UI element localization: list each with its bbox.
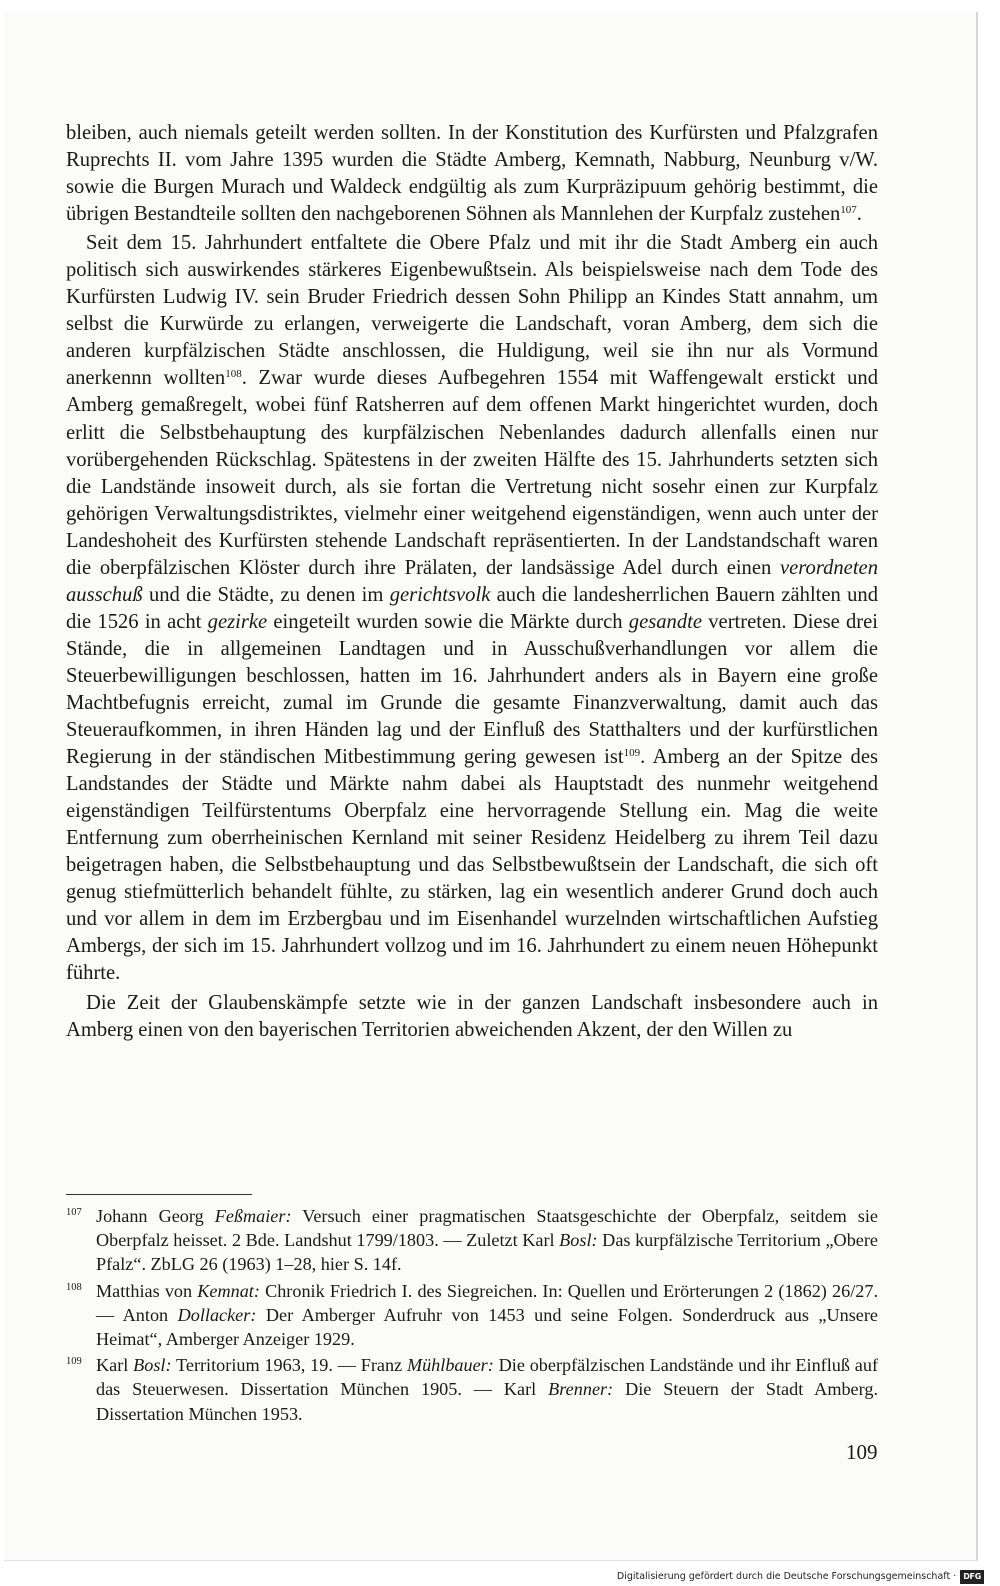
text-run: . [856,203,862,226]
text-run: und die Städte, zu denen im [142,583,390,606]
text-run: Die oberpfälzischen Landstände und ihr Einfluß auf das Steuerwesen. Dissertation München 1905. — Karl [96,1355,879,1400]
text-run: Johann Georg [96,1206,215,1226]
text-run: Matthias von [96,1280,198,1301]
text-run: bleiben, auch niemals geteilt werden sollten. In der Konstitution des Kurfürsten und Pfalzgrafen Ruprechts II. vom Jahre 1395 wurden die Städte Amberg, Kemnath, Nabburg, Neunburg v/W. sowie die Burgen Murach und Waldeck endgültig als zum Kurpräzipuum gehörig bestimmt, die übrigen Bestandteile sollten den nachgeborenen Söhnen als Mannlehen der Kurpfalz zustehen [66,122,878,226]
text-run: auch die landesherrlichen Bauern zählten und die 1526 in acht [66,583,878,633]
text-run: Territorium 1963, 19. — Franz [171,1355,407,1376]
text-run: . Amberg an der Spitze des Landstandes der Städte und Märkte nahm dabei als Hauptstadt des nunmehr weitgehend eigenständigen Teilfürstentums Oberpfalz eine hervorragende Stellung ein. Mag die weite Entfernung zum oberrheinischen Kernland mit seiner Residenz Heidelberg zu ihrem Teil dazu beigetragen haben, die Selbstbehauptung und das Selbstbewußtsein der Landschaft, die sich oft genug stiefmütterlich behandelt fühlte, zu stärken, lag ein wesentlich anderer Grund doch auch und vor allem in dem im Erzbergbau und im Eisenhandel wurzelnden wirtschaftlichen Aufstieg Ambergs, der sich im 15. Jahrhundert vollzog und im 16. Jahrhundert zu einem neuen Höhepunkt führte. [66,746,878,985]
text-run: Karl [96,1355,134,1376]
text-run: Das kurpfälzische Territorium „Obere Pfalz“. ZbLG 26 (1963) 1–28, hier S. 14f. [96,1230,878,1275]
dfg-logo: DFG [960,1570,984,1584]
text-run: eingeteilt wurden sowie die Märkte durch [267,610,629,633]
document-page [4,12,978,1561]
text-run: Der Amberger Aufruhr von 1453 und seine Folgen. Sonderdruck aus „Unsere Heimat“, Amberger Anzeiger 1929. [96,1304,879,1350]
footnote-divider [66,1194,252,1195]
italic-text: Brenner: [548,1379,614,1400]
footnote-number: 107 [66,1207,82,1218]
text-run: Die Steuern der Stadt Amberg. Dissertation München 1953. [96,1379,878,1424]
italic-text: gerichtsvolk [389,583,491,606]
italic-text: Mühlbauer: [406,1355,494,1376]
footnote-number: 108 [66,1281,82,1293]
paragraph [66,120,878,228]
footnote [66,1279,878,1352]
text-run: Versuch einer pragmatischen Staatsgeschichte der Oberpfalz, seitdem sie Oberpfalz heisset. 2 Bde. Landshut 1799/1803. — Zuletzt Karl [96,1206,878,1251]
italic-text: Bosl: [559,1230,598,1251]
footnote [66,1353,878,1426]
italic-text: gesandte [628,610,703,633]
italic-text: Feßmaier: [214,1206,292,1226]
text-run: . Zwar wurde dieses Aufbegehren 1554 mit Waffengewalt erstickt und Amberg gemaßregelt, wobei fünf Ratsherren auf dem offenen Markt hingerichtet wurden, doch erlitt die Selbstbehauptung des kurpfälzischen Nebenlandes dadurch allenfalls einen nur vorübergehenden Rückschlag. Spätestens in der zweiten Hälfte des 15. Jahrhunderts setzten sich die Landstände insoweit durch, als sie fortan die Vertretung nicht sosehr einen zur Kurpfalz gehörigen Verwaltungsdistriktes, vielmehr einer weitgehend eigenständigen, wenn auch unter der Landeshoheit des Kurfürsten stehende Landschaft repräsentierten. In der Landstandschaft waren die oberpfälzischen Klöster durch ihre Prälaten, der landsässige Adel durch einen [66,367,878,579]
digitization-credit [617,1570,984,1584]
footnote [66,1204,878,1277]
credit-text: Digitalisierung gefördert durch die Deutsche Forschungsgemeinschaft · [616,1571,957,1582]
text-run: Seit dem 15. Jahrhundert entfaltete die Obere Pfalz und mit ihr die Stadt Amberg ein auch politisch sich auswirkendes stärkeres Eigenbewußtsein. Als beispielsweise nach dem Tode des Kurfürsten Ludwig IV. sein Bruder Friedrich dessen Sohn Philipp an Kindes Statt annahm, um selbst die Kurwürde zu erlangen, verweigerte die Landschaft, voran Amberg, dem sich die anderen kurpfälzischen Städte anschlossen, die Huldigung, weil sie ihn nur als Vormund anerkennn wollten [66,232,878,390]
footnotes [66,1204,878,1428]
italic-text: Kemnat: [197,1280,260,1301]
italic-text: verordneten ausschuß [66,556,878,606]
footnote-number: 109 [66,1356,82,1368]
paragraph [66,990,878,1044]
footnote-ref[interactable]: 108 [225,368,242,381]
italic-text: Bosl: [133,1355,172,1376]
body-text [66,120,878,1044]
text-run: vertreten. Diese drei Stände, die in allgemeinen Landtagen und in Ausschußverhandlungen vor allem die Steuerbewilligungen beschlossen, hatten im 16. Jahrhundert anders als in Bayern eine große Machtbefugnis erreicht, zumal im Grunde die gesamte Finanzverwaltung, damit auch das Steueraufkommen, in ihren Händen lag und der Einfluß des Statthalters und der kurfürstlichen Regierung in der ständischen Mitbestimmung gering gewesen ist [66,610,878,769]
paragraph [66,230,878,987]
italic-text: Dollacker: [177,1304,257,1325]
footnote-ref[interactable]: 107 [840,204,857,217]
text-run: Chronik Friedrich I. des Siegreichen. In: Quellen und Erörterungen 2 (1862) 26/27. — Anton [96,1280,878,1325]
footnote-ref[interactable]: 109 [623,747,641,760]
italic-text: gezirke [207,610,268,633]
page-number: 109 [846,1440,878,1464]
text-run: Die Zeit der Glaubenskämpfe setzte wie in der ganzen Landschaft insbesondere auch in Amberg einen von den bayerischen Territorien abweichenden Akzent, der den Willen zu [66,991,878,1041]
